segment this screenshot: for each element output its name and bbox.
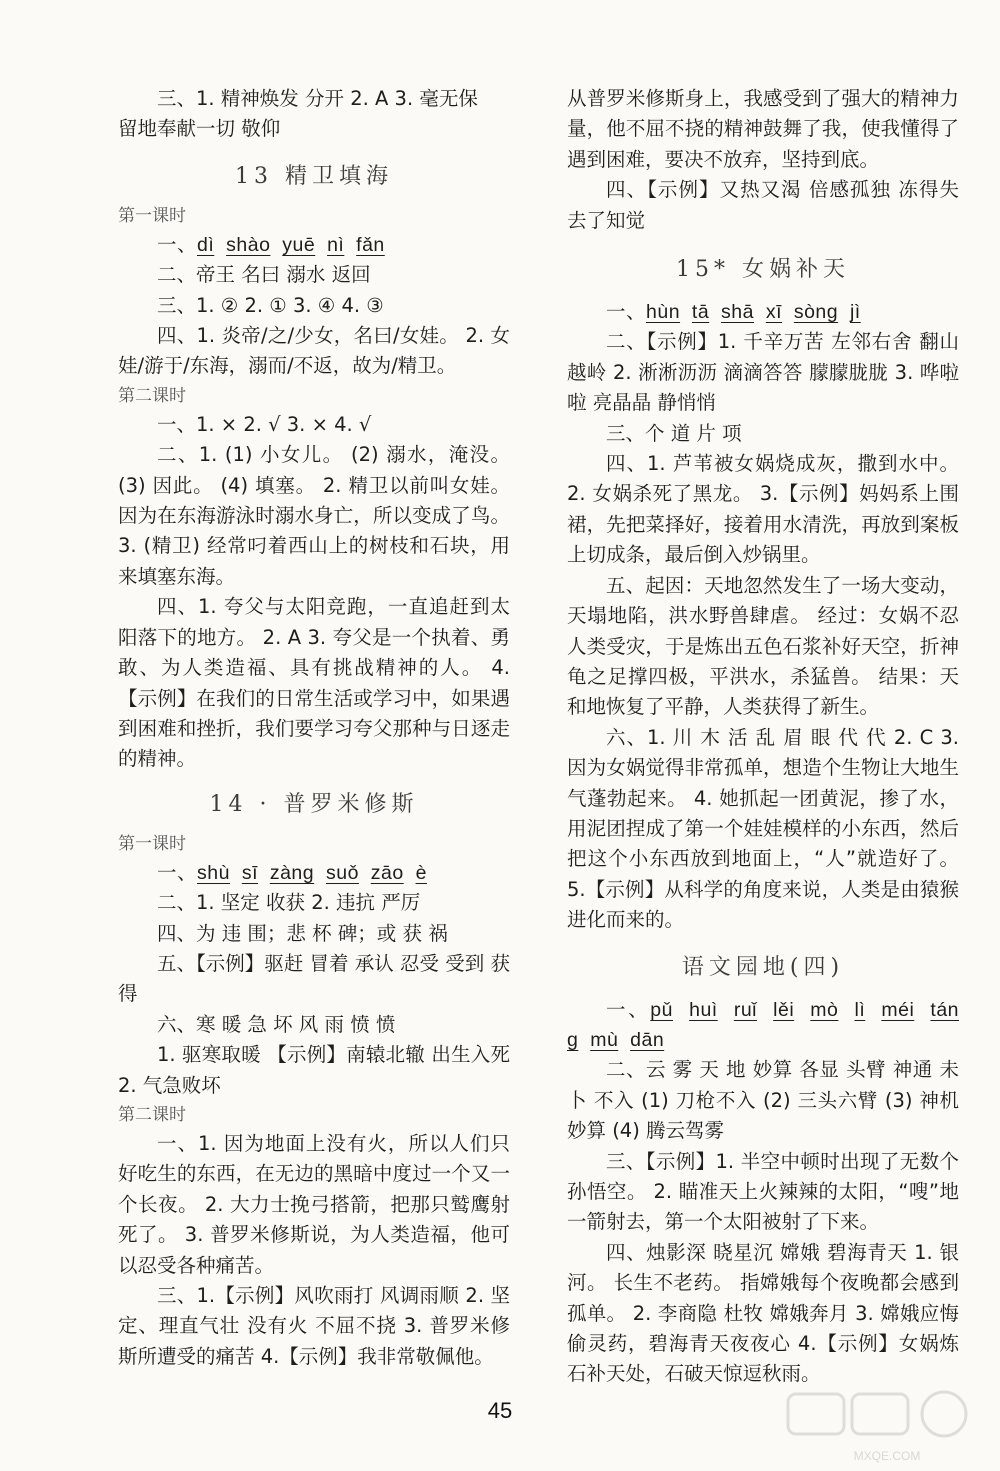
answer-line: 四、1. 夸父与太阳竞跑，一直追赶到太阳落下的地方。 2. A 3. 夸父是一个执着、勇敢、为人类造福、具有挑战精神的人。 4.【示例】在我们的日常生活或学习中，如果遇到困难和挫折，我们要学习夸父那种与日逐走的精神。 xyxy=(118,595,510,771)
pinyin-1: hùn xyxy=(646,301,681,324)
answer-line: 四、【示例】又热又渴 倍感孤独 冻得失去了知觉 xyxy=(567,178,959,232)
pinyin-6: è xyxy=(415,861,427,884)
answer-line: 1. 驱寒取暖 【示例】南辕北辙 出生入死 2. 气急败坏 xyxy=(118,1043,510,1097)
answer-line: 四、1. 芦苇被女娲烧成灰，撒到水中。2. 女娲杀死了黑龙。 3.【示例】妈妈系上围裙，先把菜择好，接着用水清洗，再放到案板上切成条，最后倒入炒锅里。 xyxy=(567,452,959,567)
answer-line: 三、1. 精神焕发 分开 2. A 3. 毫无保 xyxy=(157,87,478,110)
pinyin-line xyxy=(118,230,510,260)
page-number: 45 xyxy=(487,1398,513,1423)
answer-line: 六、寒 暖 急 坏 风 雨 愤 愤 xyxy=(157,1012,396,1036)
watermark-icon xyxy=(782,1388,992,1466)
lesson-label: 第一课时 xyxy=(118,205,186,226)
section-title-garden: 语文园地(四) xyxy=(681,954,845,980)
answer-line: 留地奉献一切 敬仰 xyxy=(118,117,281,141)
watermark-text: MXQE.COM xyxy=(853,1449,921,1463)
pinyin-4: nì xyxy=(327,233,345,256)
left-column xyxy=(118,84,510,1372)
pinyin-4: lěi xyxy=(773,998,795,1021)
answer-line: 二、【示例】1. 千辛万苦 左邻右舍 翻山越岭 2. 淅淅沥沥 滴滴答答 朦朦胧胧 3. 哗啦啦 亮晶晶 静悄悄 xyxy=(567,330,959,415)
pinyin-5: mò xyxy=(810,998,839,1021)
lesson-label: 第一课时 xyxy=(118,833,186,854)
pinyin-6: jì xyxy=(849,301,861,324)
lesson-label: 第二课时 xyxy=(118,385,186,406)
prefix: 一、 xyxy=(606,998,651,1021)
answer-line: 二、云 雾 天 地 妙算 各显 头臂 神通 未卜 不入 (1) 刀枪不入 (2) 三头六臂 (3) 神机妙算 (4) 腾云驾雾 xyxy=(567,1058,959,1143)
prefix: 一、 xyxy=(157,861,198,884)
pinyin-7: méi xyxy=(881,998,915,1021)
pinyin-5: sòng xyxy=(793,301,839,324)
pinyin-3: ruǐ xyxy=(733,998,758,1021)
pinyin-2: tā xyxy=(691,301,710,324)
right-column xyxy=(567,84,959,1390)
pinyin-2: huì xyxy=(689,998,718,1021)
answer-line: 一、1. 因为地面上没有火，所以人们只好吃生的东西，在无边的黑暗中度过一个又一个长夜。 2. 大力士挽弓搭箭，把那只鹫鹰射死了。 3. 普罗米修斯说，为人类造福，他可以忍受各种痛苦。 xyxy=(118,1131,510,1277)
answer-line: 五、【示例】驱赶 冒着 承认 忍受 受到 获得 xyxy=(118,951,510,1006)
answer-line: 四、烛影深 晓星沉 嫦娥 碧海青天 1. 银河。 长生不老药。 指嫦娥每个夜晚都会感到孤单。 2. 李商隐 杜牧 嫦娥奔月 3. 嫦娥应悔偷灵药，碧海青天夜夜心 4.【示例】女娲炼石补天处，石破天惊逗秋雨。 xyxy=(567,1240,959,1386)
pinyin-8: táng xyxy=(567,998,960,1051)
answer-line: 从普罗米修斯身上，我感受到了强大的精神力量，他不屈不挠的精神鼓舞了我，使我懂得了遇到困难，要决不放弃，坚持到底。 xyxy=(567,87,959,171)
section-title-13: 13 精卫填海 xyxy=(235,163,393,189)
pinyin-1: dì xyxy=(197,233,215,256)
pinyin-5: fǎn xyxy=(356,233,385,256)
pinyin-1: pǔ xyxy=(650,998,673,1021)
watermark-logo xyxy=(782,1388,992,1466)
pinyin-line xyxy=(118,858,510,888)
pinyin-5: zāo xyxy=(370,861,404,884)
pinyin-6: lì xyxy=(854,998,866,1021)
answer-line: 三、1. ② 2. ① 3. ④ 4. ③ xyxy=(157,293,384,317)
lesson-label: 第二课时 xyxy=(118,1104,186,1125)
pinyin-line xyxy=(567,995,959,1056)
answer-line: 三、1.【示例】风吹雨打 风调雨顺 2. 坚定、理直气壮 没有火 不屈不挠 3. 普罗米修斯所遭受的痛苦 4.【示例】我非常敬佩他。 xyxy=(118,1284,510,1368)
answer-line: 二、帝王 名曰 溺水 返回 xyxy=(157,263,371,287)
pinyin-2: shào xyxy=(226,233,271,256)
answer-line: 二、1. (1) 小女儿。 (2) 溺水，淹没。(3) 因此。 (4) 填塞。 2. 精卫以前叫女娃。因为在东海游泳时溺水身亡，所以变成了鸟。 3. (精卫) 经常叼着西山上的树枝和石块，用来填塞东海。 xyxy=(118,443,510,588)
answer-line: 五、起因：天地忽然发生了一场大变动，天塌地陷，洪水野兽肆虐。 经过：女娲不忍人类受灾，于是炼出五色石浆补好天空，折神龟之足撑四极，平洪水，杀猛兽。 结果：天和地恢复了平静，人类获得了新生。 xyxy=(567,573,959,719)
answer-line: 四、为 违 围；悲 杯 碑；或 获 祸 xyxy=(157,921,448,945)
pinyin-9: mù xyxy=(590,1028,619,1051)
answer-line: 三、【示例】1. 半空中顿时出现了无数个孙悟空。 2. 瞄准天上火辣辣的太阳，“嗖”地一箭射去，第一个太阳被射了下来。 xyxy=(567,1149,959,1234)
pinyin-10: dān xyxy=(630,1028,665,1051)
answer-line: 一、1. × 2. √ 3. × 4. √ xyxy=(157,412,372,436)
pinyin-3: yuē xyxy=(282,233,316,256)
prefix: 一、 xyxy=(157,233,198,256)
answer-line: 六、1. 川 木 活 乱 眉 眼 代 代 2. C 3. 因为女娲觉得非常孤单，想造个生物让大地生气蓬勃起来。 4. 她抓起一团黄泥，掺了水，用泥团捏成了第一个娃娃模样的小东西，然后把这个小东西放到地面上，“人”就造好了。 5.【示例】从科学的角度来说，人类是由猿猴进化而来的。 xyxy=(567,725,959,932)
answer-line: 二、1. 坚定 收获 2. 违抗 严厉 xyxy=(157,891,421,915)
pinyin-4: xī xyxy=(765,301,782,324)
pinyin-2: sī xyxy=(241,861,258,884)
answer-line: 三、个 道 片 项 xyxy=(606,421,742,445)
pinyin-line xyxy=(567,297,959,327)
prefix: 一、 xyxy=(606,301,647,324)
pinyin-1: shù xyxy=(197,861,230,884)
pinyin-3: zàng xyxy=(269,861,315,884)
section-title-15: 15* 女娲补天 xyxy=(676,257,850,283)
section-title-14: 14 · 普罗米修斯 xyxy=(209,791,419,817)
answer-line: 四、1. 炎帝/之/少女，名曰/女娃。 2. 女娃/游于/东海，溺而/不返，故为/精卫。 xyxy=(118,324,510,378)
pinyin-4: suǒ xyxy=(325,861,359,884)
pinyin-3: shā xyxy=(721,301,754,324)
